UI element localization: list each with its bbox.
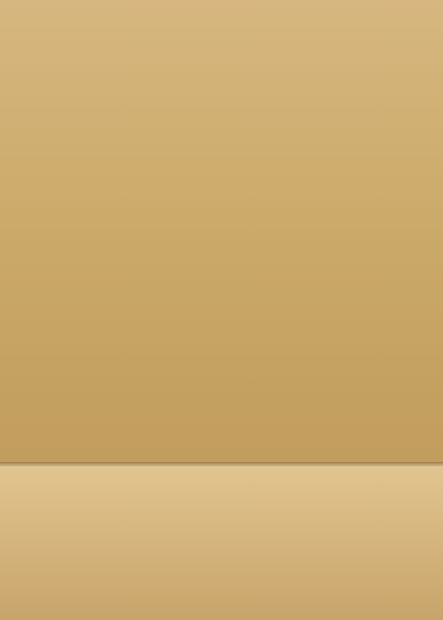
notice-heading-line xyxy=(44,548,437,567)
notice-line xyxy=(6,586,437,605)
notice-line xyxy=(6,567,437,586)
newspaper-clipping-bottom xyxy=(0,468,443,620)
notice-line xyxy=(6,605,437,620)
